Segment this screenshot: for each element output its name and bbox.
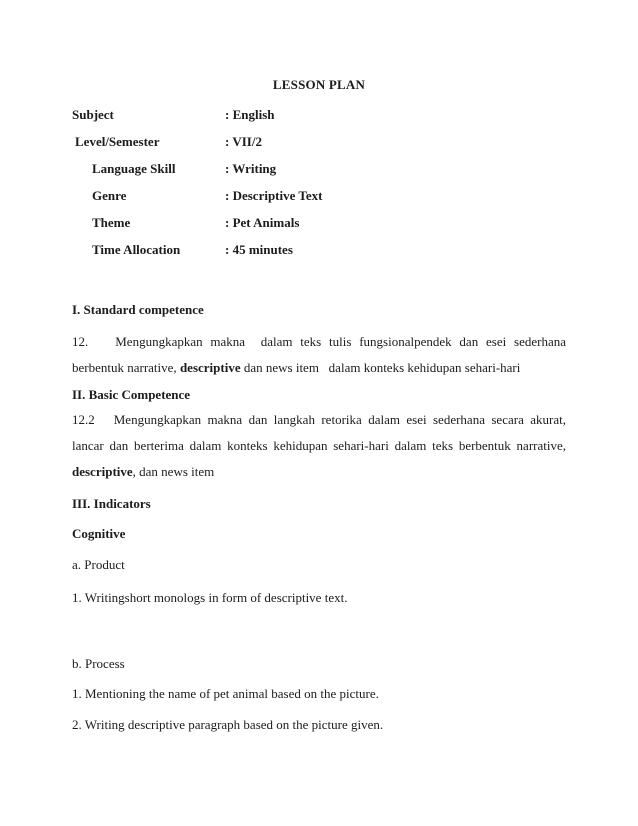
basic-competence-text-cont: , dan news item (132, 464, 215, 479)
field-label-language-skill: Language Skill (92, 161, 176, 176)
field-value-subject: : English (225, 107, 275, 122)
section-heading-basic-competence: II. Basic Competence (72, 387, 191, 402)
field-label-theme: Theme (92, 215, 131, 230)
standard-competence-text-cont: dan news item dalam konteks kehidupan sehari-hari (240, 360, 521, 375)
cognitive-heading: Cognitive (72, 526, 126, 541)
field-label-time-allocation: Time Allocation (92, 242, 181, 257)
basic-competence-number: 12.2 (72, 412, 95, 427)
product-label: a. Product (72, 557, 125, 572)
process-label: b. Process (72, 656, 125, 671)
section-heading-standard-competence: I. Standard competence (72, 302, 204, 317)
field-value-level-semester: : VII/2 (225, 134, 262, 149)
document-title: LESSON PLAN (272, 77, 366, 92)
basic-competence-paragraph (72, 407, 566, 485)
section-heading-indicators: III. Indicators (72, 496, 151, 511)
field-row-time-allocation (72, 241, 566, 258)
basic-competence-bold-text: descriptive (72, 464, 133, 479)
field-row-language-skill (72, 160, 566, 177)
process-item-1: 1. Mentioning the name of pet animal based on the picture. (72, 686, 379, 701)
field-label-genre: Genre (92, 188, 127, 203)
field-value-theme: : Pet Animals (225, 215, 300, 230)
standard-competence-paragraph (72, 329, 566, 381)
field-label-level-semester: Level/Semester (75, 134, 160, 149)
field-value-genre: : Descriptive Text (225, 188, 323, 203)
field-value-time-allocation: : 45 minutes (225, 242, 293, 257)
field-row-genre (72, 187, 566, 204)
standard-competence-bold-text: descriptive (179, 360, 241, 375)
field-row-theme (72, 214, 566, 231)
field-row-level-semester (72, 133, 566, 150)
process-item-2: 2. Writing descriptive paragraph based on the picture given. (72, 717, 384, 732)
standard-competence-text: Mengungkapkan makna dalam teks tulis fungsionalpendek dan esei sederhana berbentuk narrative, (72, 334, 566, 375)
product-item-1: 1. Writingshort monologs in form of descriptive text. (72, 590, 348, 605)
standard-competence-number: 12. (72, 334, 89, 349)
field-value-language-skill: : Writing (225, 161, 277, 176)
field-row-subject (72, 106, 566, 123)
basic-competence-text: Mengungkapkan makna dan langkah retorika dalam esei sederhana secara akurat, lancar dan berterima dalam konteks kehidupan sehari-hari dalam teks berbentuk narrative, (72, 412, 566, 453)
field-label-subject: Subject (72, 107, 114, 122)
